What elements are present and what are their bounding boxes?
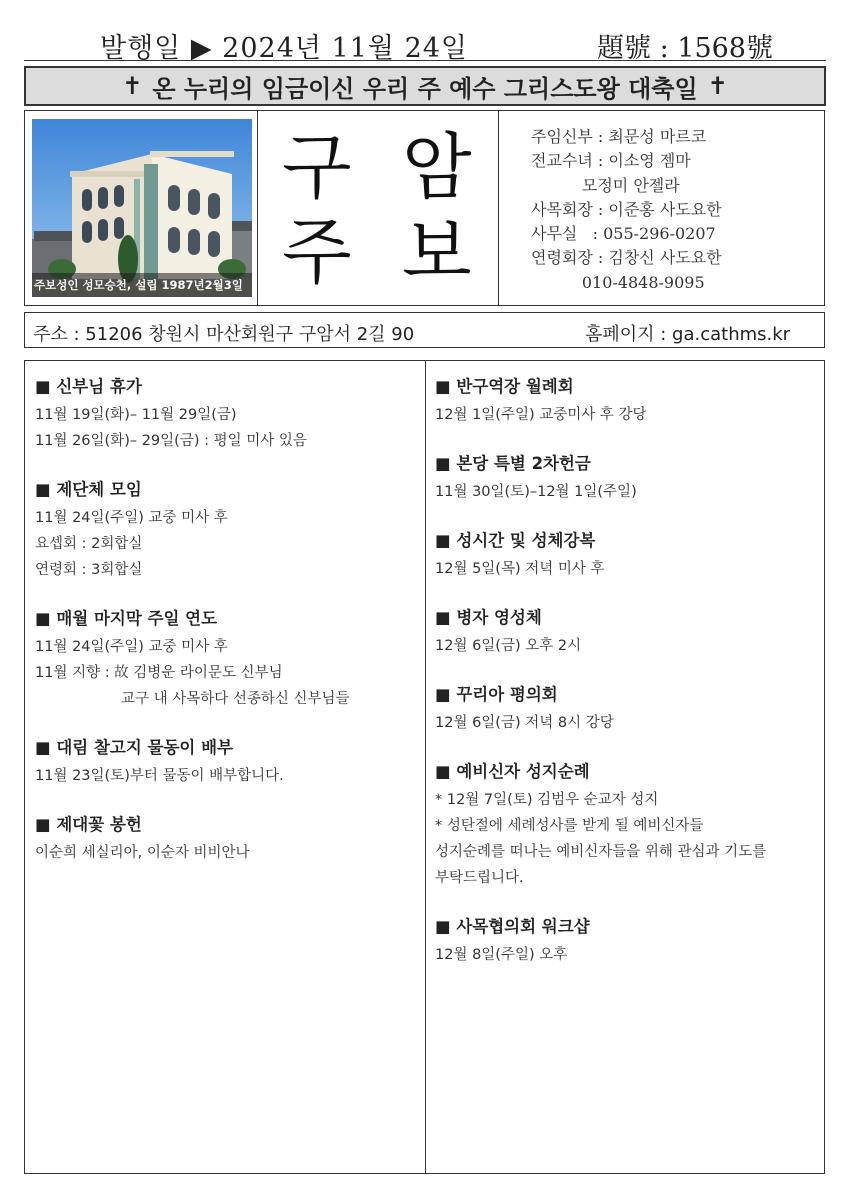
staff-line: 사목회장 : 이준홍 사도요한 (531, 199, 722, 219)
notice-section (435, 450, 825, 505)
section-title: ■ 꾸리아 평의회 (435, 685, 558, 704)
section-line: 성지순례를 떠나는 예비신자들을 위해 관심과 기도를 (435, 844, 767, 860)
staff-line: 사무실 : 055-296-0207 (531, 224, 716, 244)
notice-section (435, 913, 825, 968)
title-char: 암 (402, 125, 472, 209)
section-title: ■ 병자 영성체 (435, 608, 542, 627)
notice-section (35, 476, 425, 583)
section-line: 11월 26일(화)– 29일(금) : 평일 미사 있음 (35, 433, 307, 449)
section-line: 12월 6일(금) 저녁 8시 강당 (435, 715, 614, 731)
section-title: ■ 신부님 휴가 (35, 377, 142, 396)
section-line: 11월 24일(주일) 교중 미사 후 (35, 510, 228, 526)
issue-date: 발행일 ▶ 2024년 11월 24일 (100, 33, 469, 64)
section-line: 이순희 세실리아, 이순자 비비안나 (35, 845, 250, 861)
notice-section (435, 681, 825, 736)
staff-line: 모정미 안젤라 (531, 175, 680, 195)
section-line: 부탁드립니다. (435, 870, 524, 886)
section-line: 12월 5일(목) 저녁 미사 후 (435, 561, 605, 577)
section-line: 11월 지향 : 故 김병운 라이문도 신부님 (35, 665, 283, 681)
section-title: ■ 매월 마지막 주일 연도 (35, 609, 218, 628)
section-line: 12월 1일(주일) 교중미사 후 강당 (435, 407, 647, 423)
issue-number: 題號 : 1568號 (597, 33, 773, 64)
feast-banner (24, 66, 826, 106)
section-line: * 12월 7일(토) 김범우 순교자 성지 (435, 792, 659, 808)
bulletin-title (258, 111, 499, 305)
notice-section (435, 604, 825, 659)
left-column (35, 373, 425, 888)
title-char: 주 (282, 210, 352, 294)
right-column (435, 373, 825, 990)
title-char: 구 (282, 125, 352, 209)
notices-box (24, 360, 825, 1174)
notice-section (35, 605, 425, 712)
section-line: * 성탄절에 세례성사를 받게 될 예비신자들 (435, 818, 704, 834)
title-char: 보 (402, 210, 472, 294)
cross-icon: ✝ (122, 72, 143, 100)
section-line: 연령회 : 3회합실 (35, 562, 143, 578)
section-title: ■ 성시간 및 성체강복 (435, 531, 596, 550)
section-line: 11월 24일(주일) 교중 미사 후 (35, 639, 228, 655)
section-title: ■ 본당 특별 2차헌금 (435, 454, 591, 473)
photo-cell (25, 111, 258, 305)
section-title: ■ 예비신자 성지순례 (435, 762, 590, 781)
notice-section (35, 811, 425, 866)
section-title: ■ 사목협의회 워크샵 (435, 917, 590, 936)
section-line: 교구 내 사목하다 선종하신 신부님들 (121, 691, 350, 707)
column-divider (425, 361, 426, 1173)
section-line: 11월 23일(토)부터 물동이 배부합니다. (35, 768, 284, 784)
church-photo (32, 119, 252, 297)
staff-line: 전교수녀 : 이소영 젬마 (531, 151, 691, 171)
notice-section (435, 373, 825, 428)
section-title: ■ 제단체 모임 (35, 480, 142, 499)
notice-section (435, 758, 825, 891)
feast-title: 온 누리의 임금이신 우리 주 예수 그리스도왕 대축일 (152, 74, 698, 103)
section-line: 요셉회 : 2회합실 (35, 536, 143, 552)
staff-line: 010-4848-9095 (531, 272, 705, 292)
church-building-image (32, 119, 252, 297)
photo-caption: 주보성인 성모승천, 설립 1987년2월3일 (32, 273, 252, 297)
section-title: ■ 제대꽃 봉헌 (35, 815, 142, 834)
homepage-link[interactable]: 홈페이지 : ga.cathms.kr (585, 324, 791, 345)
notice-section (35, 373, 425, 454)
staff-line: 연령회장 : 김창신 사도요한 (531, 248, 722, 268)
header-rule (24, 60, 826, 61)
staff-line: 주임신부 : 최문성 마르코 (531, 127, 707, 146)
section-line: 11월 19일(화)– 11월 29일(금) (35, 407, 237, 423)
parish-address: 주소 : 51206 창원시 마산회원구 구암서 2길 90 (33, 324, 415, 345)
section-line: 12월 6일(금) 오후 2시 (435, 638, 582, 654)
section-title: ■ 대림 찰고지 물동이 배부 (35, 738, 233, 757)
section-title: ■ 반구역장 월례회 (435, 377, 574, 396)
masthead (24, 110, 825, 306)
staff-list (531, 125, 722, 295)
section-line: 12월 8일(주일) 오후 (435, 947, 568, 963)
address-bar (24, 312, 825, 348)
notice-section (35, 734, 425, 789)
cross-icon: ✝ (707, 72, 728, 100)
section-line: 11월 30일(토)–12월 1일(주일) (435, 484, 637, 500)
notice-section (435, 527, 825, 582)
